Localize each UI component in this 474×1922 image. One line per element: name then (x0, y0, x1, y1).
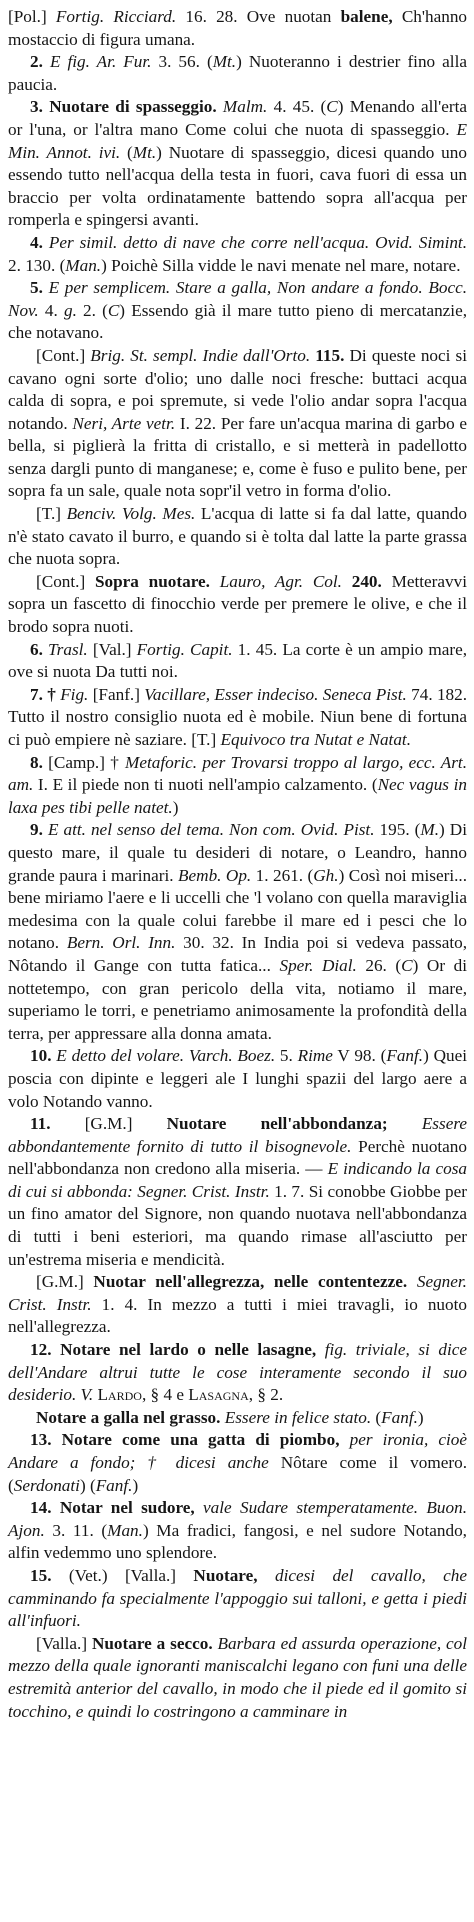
entry-plain-text: ) ( (79, 1475, 96, 1495)
entry-plain-text: I. E il piede non ti nuoti nell'ampio calzamento. ( (33, 775, 378, 795)
entry-italic-text: C (326, 97, 338, 117)
entry-bold-text: 8. (30, 752, 49, 772)
entry-plain-text: Nôtare come il vomero. ( (8, 1453, 467, 1495)
entry-bold-text: 9. (30, 820, 48, 840)
entry-bold-text: Notare nel lardo o nelle lasagne, (60, 1340, 317, 1360)
entry-italic-text: Mt. (132, 142, 157, 162)
entry-bold-text: Notare come una gatta di piombo, (61, 1430, 340, 1450)
entry-bold-text: 10. (30, 1046, 57, 1066)
entry-plain-text: ) (132, 1475, 139, 1495)
entry-plain-text: [G.M.] (84, 1114, 167, 1134)
entry-italic-text: Trasl. (48, 639, 88, 659)
entry-italic-text: dicesi del cavallo, che camminando fa specialmente l'appoggio sui talloni, e getta i piedi all'infuori. (8, 1565, 468, 1631)
entry-italic-text: Brig. St. sempl. Indie dall'Orto. (90, 345, 311, 365)
entry-bold-text: Notare a galla nel grasso. (36, 1407, 221, 1427)
entry-plain-text: ) Ma fradici, fangosi, e nel sudore Notando, alfin vedemmo uno splendore. (8, 1520, 467, 1563)
entry-italic-text: M. (420, 820, 440, 840)
entry-paragraph (8, 1339, 467, 1407)
entry-plain-text: ) Nuoteranno i destrier fino alla paucia. (8, 52, 467, 94)
entry-plain-text: ) Così noi miseri... bene miriamo l'aere e li uccelli che 'l volano con quella maraviglia medesima con la quale colui farebbe il mare ed i pesci che lo notano. (8, 865, 467, 953)
entry-italic-text: Fanf. (386, 1046, 424, 1066)
entry-bold-text: Nuotare, (193, 1565, 258, 1585)
entry-bold-text: 5. (30, 278, 49, 298)
entry-bold-text: 11. (30, 1114, 85, 1134)
dictionary-column (8, 6, 467, 1723)
entry-italic-text: Fortig. Ricciard. (55, 7, 177, 26)
entry-italic-text: Barbara ed assurda operazione, col mezzo della quale ignoranti maniscalchi legano con funi una delle estremità anterior del cavallo, in modo che il piede ed il gomito si tocchino, e quindi lo costringono a camminare in (8, 1633, 468, 1721)
entry-plain-text (388, 1114, 422, 1133)
entry-plain-text: 30. 32. In India poi si vedeva passato, Nôtando il Gange con tutta fatica... (8, 933, 467, 975)
entry-plain-text: [Cont.] (36, 571, 95, 591)
entry-italic-text: vale Sudare stemperatamente. Buon. Ajon. (8, 1498, 467, 1540)
entry-plain-text: ) Quei poscia con dipinte e leggeri ale I lunghi spazii del largo aere a volo Notando vanno. (8, 1046, 468, 1111)
entry-italic-text: Bemb. Op. (178, 865, 252, 885)
entry-paragraph (8, 819, 467, 1045)
entry-italic-text: Vacillare, Esser indeciso. Seneca Pist. (144, 684, 407, 704)
entry-paragraph (8, 345, 467, 503)
entry-plain-text: ) Or di nottetempo, con gran pericolo della vita, notiamo il mare, superiamo le torri, e penetriamo animosamente la profondità della terra, per appressare alla donna amata. (8, 955, 468, 1043)
entry-bold-text: 2. (30, 52, 50, 72)
entry-plain-text (195, 1498, 203, 1517)
entry-plain-text: ) Essendo già il mare tutto pieno di mercatanzie, che notavano. (8, 300, 467, 343)
entry-plain-text: Ch'hanno mostaccio di figura umana. (8, 7, 468, 49)
entry-plain-text: 1. 7. Si conobbe Giobbe per un fino amator del Signore, non quando nuotava nell'abbondanza di tutti i beni esteriori, ma quando rimase all'asciutto per un'estrema miseria e mendicità. (8, 1181, 467, 1269)
entry-bold-text: Nuotar nell'allegrezza, nelle contentezze. (93, 1272, 408, 1292)
entry-paragraph (8, 1429, 467, 1497)
entry-bold-text: Nuotare nell'abbondanza; (166, 1114, 388, 1134)
entry-italic-text: Segner. Crist. Instr. (8, 1272, 467, 1314)
entry-plain-text: ) Menando all'erta or l'una, or l'altra mano Come colui che nuota di spasseggio. (8, 97, 468, 139)
entry-plain-text: [Fanf.] (88, 684, 145, 704)
entry-plain-text: 1. 4. In mezzo a tutti i miei travagli, io nuoto nell'allegrezza. (8, 1294, 467, 1337)
entry-italic-text: Per simil. detto di nave che corre nell'acqua. Ovid. Simint. (48, 232, 468, 252)
entry-plain-text: 5. (275, 1046, 298, 1066)
entry-plain-text: [Valla.] (36, 1633, 92, 1653)
entry-italic-text: E att. nel senso del tema. Non com. Ovid. Pist. (47, 820, 375, 840)
entry-paragraph (8, 1565, 467, 1633)
entry-paragraph (8, 1497, 467, 1565)
entry-paragraph (8, 232, 467, 277)
entry-italic-text: C (107, 300, 120, 320)
entry-italic-text: Gh. (313, 865, 339, 885)
entry-italic-text: C (401, 955, 413, 975)
entry-italic-text: Neri, Arte vetr. (72, 413, 176, 433)
entry-italic-text: E detto del volare. Varch. Boez. (56, 1046, 276, 1066)
entry-plain-text: , § 4 e (141, 1385, 189, 1405)
entry-plain-text: 1. 45. La corte è un ampio mare, ove si nuota Da tutti noi. (8, 639, 467, 682)
entry-plain-text: [Val.] (87, 639, 137, 659)
entry-paragraph (8, 684, 467, 752)
entry-italic-text: g. (63, 300, 77, 320)
entry-paragraph (8, 1633, 467, 1723)
entry-bold-text: 4. (30, 232, 49, 252)
entry-bold-text: 3. (30, 97, 50, 117)
entry-plain-text: 2. ( (76, 300, 108, 320)
entry-plain-text: ) Di questo mare, il quale tu desideri di notare, o Leandro, hanno grande paura i marinari. (8, 820, 467, 885)
entry-plain-text: 3. 56. ( (151, 52, 213, 72)
entry-plain-text: L'acqua di latte si fa dal latte, quando n'è stato cavato il burro, e quando si è tolta dal latte la parte grassa che nuota sopra. (8, 504, 467, 569)
entry-italic-text: per ironia, cioè Andare a fondo; † dicesi anche (8, 1430, 468, 1472)
entry-bold-text: Notar nel sudore, (59, 1498, 195, 1518)
entry-bold-text: 115. (310, 345, 350, 365)
entry-plain-text: V 98. ( (332, 1046, 387, 1066)
entry-italic-text: Essere abbondantemente fornito di tutto il bisognevole. (8, 1114, 467, 1156)
entry-italic-text: Fortig. Capit. (136, 639, 233, 659)
entry-italic-text: Man. (107, 1520, 143, 1540)
entry-paragraph (8, 571, 467, 639)
entry-paragraph (8, 752, 467, 820)
entry-plain-text: 2. 130. ( (8, 255, 66, 275)
entry-plain-text: 4. (38, 300, 64, 320)
entry-plain-text: , § 2. (248, 1385, 284, 1405)
entry-italic-text: Equivoco tra Nutat e Natat. (220, 730, 411, 749)
entry-italic-text: Essere in felice stato. (224, 1407, 372, 1427)
entry-italic-text: Mt. (212, 52, 237, 72)
entry-italic-text: Nec vagus in laxa pes tibi pelle natet. (8, 775, 467, 817)
entry-paragraph (8, 1045, 467, 1113)
entry-plain-text: Di queste noci si cavano ogni sorte d'olio; uno dalle noci fresche: buttaci acqua calda di sopra, e poi spremute, si vede l'olio andar sopra l'acqua notando. (8, 345, 467, 433)
entry-italic-text: Benciv. Volg. Mes. (66, 504, 196, 524)
entry-italic-text: E Min. Annot. ivi. (8, 119, 467, 162)
entry-paragraph (8, 96, 467, 232)
entry-italic-text: Sper. Dial. (279, 955, 357, 975)
entry-italic-text: Serdonati (13, 1475, 80, 1495)
entry-paragraph (8, 639, 467, 684)
entry-italic-text: E fig. Ar. Fur. (49, 52, 152, 72)
entry-bold-text: balene, (340, 7, 393, 26)
entry-plain-text: 4. 45. ( (267, 97, 327, 117)
entry-bold-text: 15. (30, 1565, 69, 1585)
entry-plain-text (210, 572, 220, 591)
entry-paragraph (8, 6, 467, 51)
entry-italic-text: Fig. (60, 684, 89, 704)
entry-paragraph (8, 51, 467, 96)
entry-italic-text: Fanf. (381, 1407, 418, 1427)
entry-plain-text: 26. ( (356, 955, 402, 975)
entry-bold-text: 14. (30, 1498, 60, 1518)
entry-italic-text: Fanf. (95, 1475, 133, 1495)
entry-smallcaps-text: Lardo (97, 1385, 142, 1405)
entry-plain-text: 16. 28. Ove nuotan (176, 7, 341, 26)
entry-plain-text: [T.] (36, 504, 67, 524)
entry-plain-text: 1. 261. ( (251, 865, 314, 885)
entry-plain-text: ) Poichè Silla vidde le navi menate nel mare, notare. (101, 255, 461, 275)
entry-plain-text (316, 1340, 325, 1359)
entry-plain-text: 3. 11. ( (44, 1520, 108, 1540)
entry-paragraph (8, 1407, 467, 1430)
entry-italic-text: fig. triviale, si dice dell'Andare altrui tutte le cose interamente secondo il suo desiderio. V. (8, 1340, 468, 1405)
entry-bold-text: Nuotare a secco. (91, 1633, 213, 1653)
entry-plain-text: ) (417, 1407, 424, 1427)
entry-italic-text: E indicando la cosa di cui si abbonda: Segner. Crist. Instr. (8, 1159, 467, 1201)
entry-paragraph (8, 503, 467, 571)
entry-plain-text (407, 1272, 417, 1291)
entry-italic-text: Metaforic. per Trovarsi troppo al largo, ecc. Art. am. (8, 752, 468, 795)
entry-smallcaps-text: Lasagna (188, 1385, 249, 1405)
entry-plain-text: ( (371, 1407, 382, 1427)
entry-plain-text: 195. ( (374, 820, 421, 840)
entry-plain-text: [G.M.] (36, 1272, 94, 1292)
entry-paragraph (8, 1113, 467, 1271)
entry-plain-text: [Camp.] † (48, 752, 126, 772)
entry-plain-text: Metteravvi sopra un fascetto di finocchio verde per premere le olive, e che il brodo sopra nuoti. (8, 571, 467, 637)
entry-plain-text: (Vet.) [Valla.] (68, 1565, 194, 1585)
entry-bold-text: Sopra nuotare. (94, 571, 210, 591)
entry-plain-text: 74. 182. Tutto il nostro consiglio nuota ed è mobile. Niun bene di fortuna ci può empiere nè saziare. [T.] (8, 684, 468, 749)
entry-plain-text: [Pol.] (8, 7, 56, 26)
entry-plain-text (340, 1430, 350, 1449)
entry-plain-text: Perchè nuotano nell'abbondanza non credono alla miseria. — (8, 1136, 467, 1179)
entry-bold-text: Nuotare di spasseggio. (49, 97, 217, 117)
entry-paragraph (8, 1271, 467, 1339)
entry-italic-text: Lauro, Agr. Col. (219, 571, 342, 591)
entry-bold-text: 240. (341, 571, 392, 591)
entry-plain-text: ( (120, 142, 133, 162)
entry-italic-text: Rime (297, 1046, 333, 1066)
entry-plain-text (258, 1566, 275, 1585)
entry-bold-text: 13. (30, 1430, 62, 1450)
entry-plain-text: ) Nuotare di spasseggio, dicesi quando uno essendo tutto nell'acqua della testa in fuori, cava fuori di essa un braccio per volta ordinatamente battendo sopra all'acqua per romperla e spingersi avanti. (8, 142, 467, 230)
entry-plain-text: ) (172, 797, 179, 817)
entry-plain-text: I. 22. Per fare un'acqua marina di garbo e bella, si piglierà la fritta di cristallo, e si metterà in padellotto senza dargli punto di manganese; e, come è fuso e pulito bene, per sopra fa un sale, quale nota sopr'il vetro in forma d'olio. (8, 413, 468, 501)
entry-italic-text: E per semplicem. Stare a galla, Non andare a fondo. Bocc. Nov. (8, 278, 468, 320)
entry-paragraph (8, 277, 467, 345)
entry-italic-text: Bern. Orl. Inn. (66, 933, 176, 953)
entry-plain-text: [Cont.] (36, 345, 91, 365)
entry-italic-text: Malm. (222, 97, 268, 117)
entry-bold-text: 12. (30, 1340, 61, 1360)
entry-italic-text: Man. (65, 255, 102, 275)
entry-bold-text: 7. † (30, 684, 61, 704)
entry-bold-text: 6. (30, 639, 49, 659)
